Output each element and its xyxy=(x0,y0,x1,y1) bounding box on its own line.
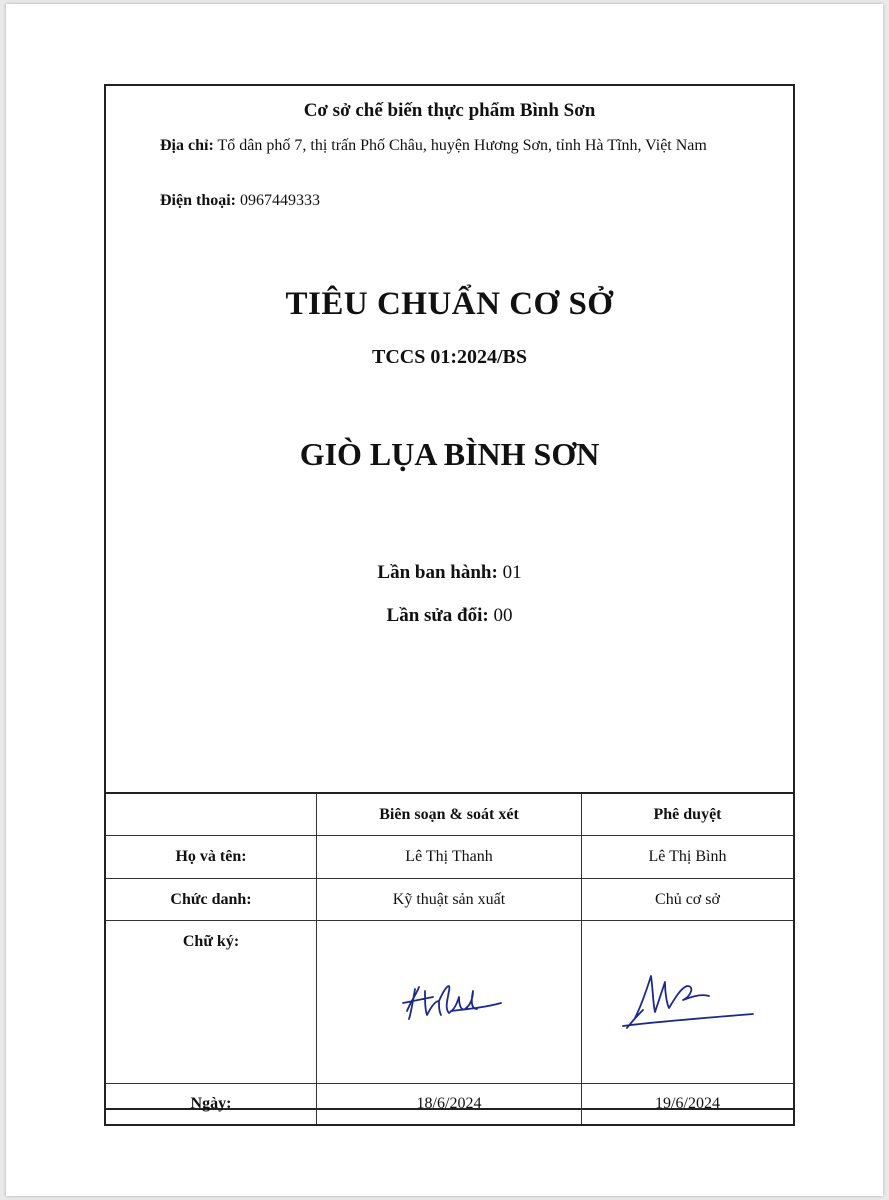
approved-position: Chủ cơ sở xyxy=(582,879,795,921)
issue-value: 01 xyxy=(502,562,522,583)
table-row xyxy=(105,793,794,836)
position-label: Chức danh: xyxy=(105,879,317,921)
address-label: Địa chỉ: xyxy=(160,137,214,154)
phone-value: 0967449333 xyxy=(240,192,320,209)
address-value: Tổ dân phố 7, thị trấn Phố Châu, huyện Hương Sơn, tỉnh Hà Tĩnh, Việt Nam xyxy=(217,137,707,154)
revision-line xyxy=(106,605,793,627)
approved-column-header: Phê duyệt xyxy=(582,793,795,836)
product-name: GIÒ LỤA BÌNH SƠN xyxy=(299,436,600,472)
document-title: TIÊU CHUẨN CƠ SỞ xyxy=(285,286,614,322)
prepared-column-header: Biên soạn & soát xét xyxy=(317,793,582,836)
approved-signature-cell xyxy=(582,921,795,1084)
approved-signature-icon xyxy=(613,962,763,1042)
prepared-date: 18/6/2024 xyxy=(317,1084,582,1126)
revision-value: 00 xyxy=(493,605,513,626)
phone-label: Điện thoại: xyxy=(160,192,236,209)
table-row xyxy=(105,1084,794,1126)
approved-date: 19/6/2024 xyxy=(582,1084,795,1126)
table-row xyxy=(105,879,794,921)
signoff-table xyxy=(104,792,795,1126)
phone-line xyxy=(160,192,320,210)
prepared-name: Lê Thị Thanh xyxy=(317,836,582,879)
name-label: Họ và tên: xyxy=(105,836,317,879)
issue-label: Lần ban hành: xyxy=(377,562,498,583)
table-row xyxy=(105,836,794,879)
revision-label: Lần sửa đổi: xyxy=(386,605,489,626)
document-code: TCCS 01:2024/BS xyxy=(371,346,528,368)
empty-header-cell xyxy=(105,793,317,836)
signature-label: Chữ ký: xyxy=(105,921,317,1084)
approved-name: Lê Thị Bình xyxy=(582,836,795,879)
date-label: Ngày: xyxy=(105,1084,317,1126)
prepared-signature-icon xyxy=(389,967,509,1037)
prepared-signature-cell xyxy=(317,921,582,1084)
address-line xyxy=(160,135,800,157)
prepared-position: Kỹ thuật sản xuất xyxy=(317,879,582,921)
organization-name: Cơ sở chế biến thực phẩm Bình Sơn xyxy=(303,100,596,121)
table-row xyxy=(105,921,794,1084)
issue-line xyxy=(106,562,793,584)
